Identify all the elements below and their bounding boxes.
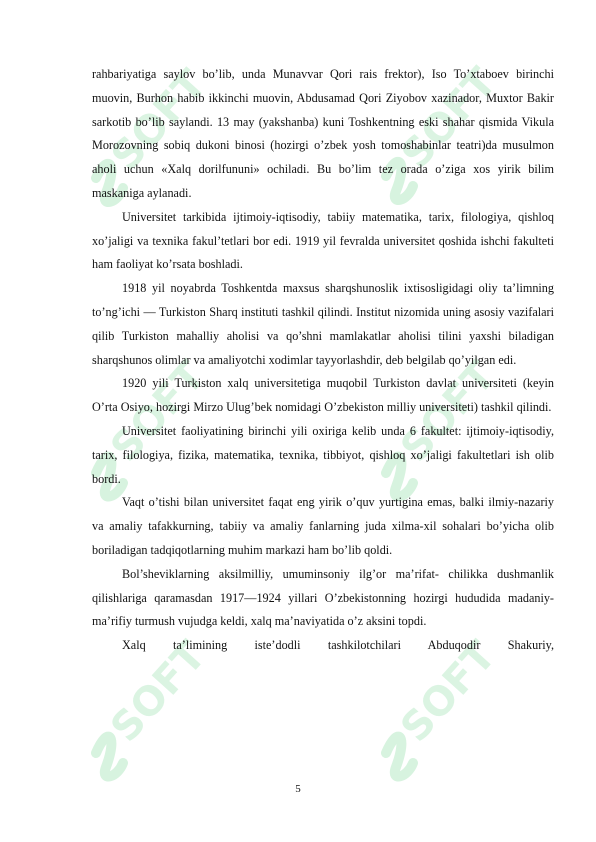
- paragraph: rahbariyatiga saylov bo’lib, unda Munavvar Qori rais frektor), Iso To’xtaboev birinchi muovin, Burhon habib ikkinchi muovin, Abdusamad Qori Ziyobov xazinador, Muxtor Bakir sarkotib bo’lib saylandi. 13 may (yakshanba) kuni Toshkentning eski shahar qismida Vikula Morozovning sobiq dukoni binosi (hozirgi o’zbek yosh tomoshabinlar teatri)da musulmon aholi uchun «Xalq dorilfununi» ochiladi. Bu bo’lim tez orada o’ziga xos yirik bilim maskaniga aylanadi.: [92, 67, 554, 200]
- svg-text:SOFT: SOFT: [102, 61, 216, 180]
- body-text: [92, 63, 554, 658]
- svg-text:SOFT: SOFT: [392, 59, 506, 178]
- paragraph: 1920 yili Turkiston xalq universitetiga muqobil Turkiston davlat universiteti (keyin O’rta Osiyo, hozirgi Mirzo Ulug’bek nomidagi O’zbekiston milliy universiteti) tashkil qilindi.: [92, 376, 554, 415]
- svg-text:SOFT: SOFT: [392, 632, 505, 751]
- paragraph: Xalq ta’limining iste’dodli tashkilotchilari Abduqodir Shakuriy,: [122, 638, 554, 653]
- svg-text:SOFT: SOFT: [102, 632, 215, 751]
- page-number: 5: [295, 783, 301, 795]
- paragraph: Vaqt o’tishi bilan universitet faqat eng yirik o’quv yurtigina emas, balki ilmiy-nazariy va amaliy tafakkurning, tabiiy va amaliy fanlarning juda xilma-xil sohalari bo’yicha olib boriladigan tadqiqotlarning muhim markazi ham bo’lib qoldi.: [92, 495, 554, 557]
- paragraph: Universitet faoliyatining birinchi yili oxiriga kelib unda 6 fakultet: ijtimoiy-iqtisodiy, tarix, filologiya, fizika, matematika, texnika, tibbiyot, qishloq xo’jaligi fakultetlari ish olib bordi.: [92, 423, 554, 486]
- paragraph: Bol’sheviklarning aksilmilliy, umuminsoniy ilg’or ma’rifat- chilikka dushmanlik qilishlariga qaramasdan 1917—1924 yillari O’zbekistonning hozirgi hududida madaniy-ma’rifiy turmush vujudga keldi, xalq ma’naviyatida o’z aksini topdi.: [92, 566, 554, 629]
- svg-text:SOFT: SOFT: [392, 352, 505, 471]
- paragraph: Universitet tarkibida ijtimoiy-iqtisodiy, tabiiy matematika, tarix, filologiya, qishloq xo’jaligi va texnika fakul’tetlari bor edi. 1919 yil fevralda universitet qoshida ishchi fakulteti ham faoliyat ko’rsata boshladi.: [92, 209, 554, 272]
- svg-text:SOFT: SOFT: [102, 352, 215, 471]
- paragraph: 1918 yil noyabrda Toshkentda maxsus sharqshunoslik ixtisosligidagi oliy ta’limning to’ng’ichi — Turkiston Sharq instituti tashkil qilindi. Institut nizomida uning asosiy vazifalari qilib Turkiston mahalliy aholisi va qo’shni mamlakatlar aholisi tilini yaxshi biladigan sharqshunos olimlar va amaliyotchi xodimlar tayyorlashdir, deb belgilab qo’yilgan edi.: [92, 281, 554, 367]
